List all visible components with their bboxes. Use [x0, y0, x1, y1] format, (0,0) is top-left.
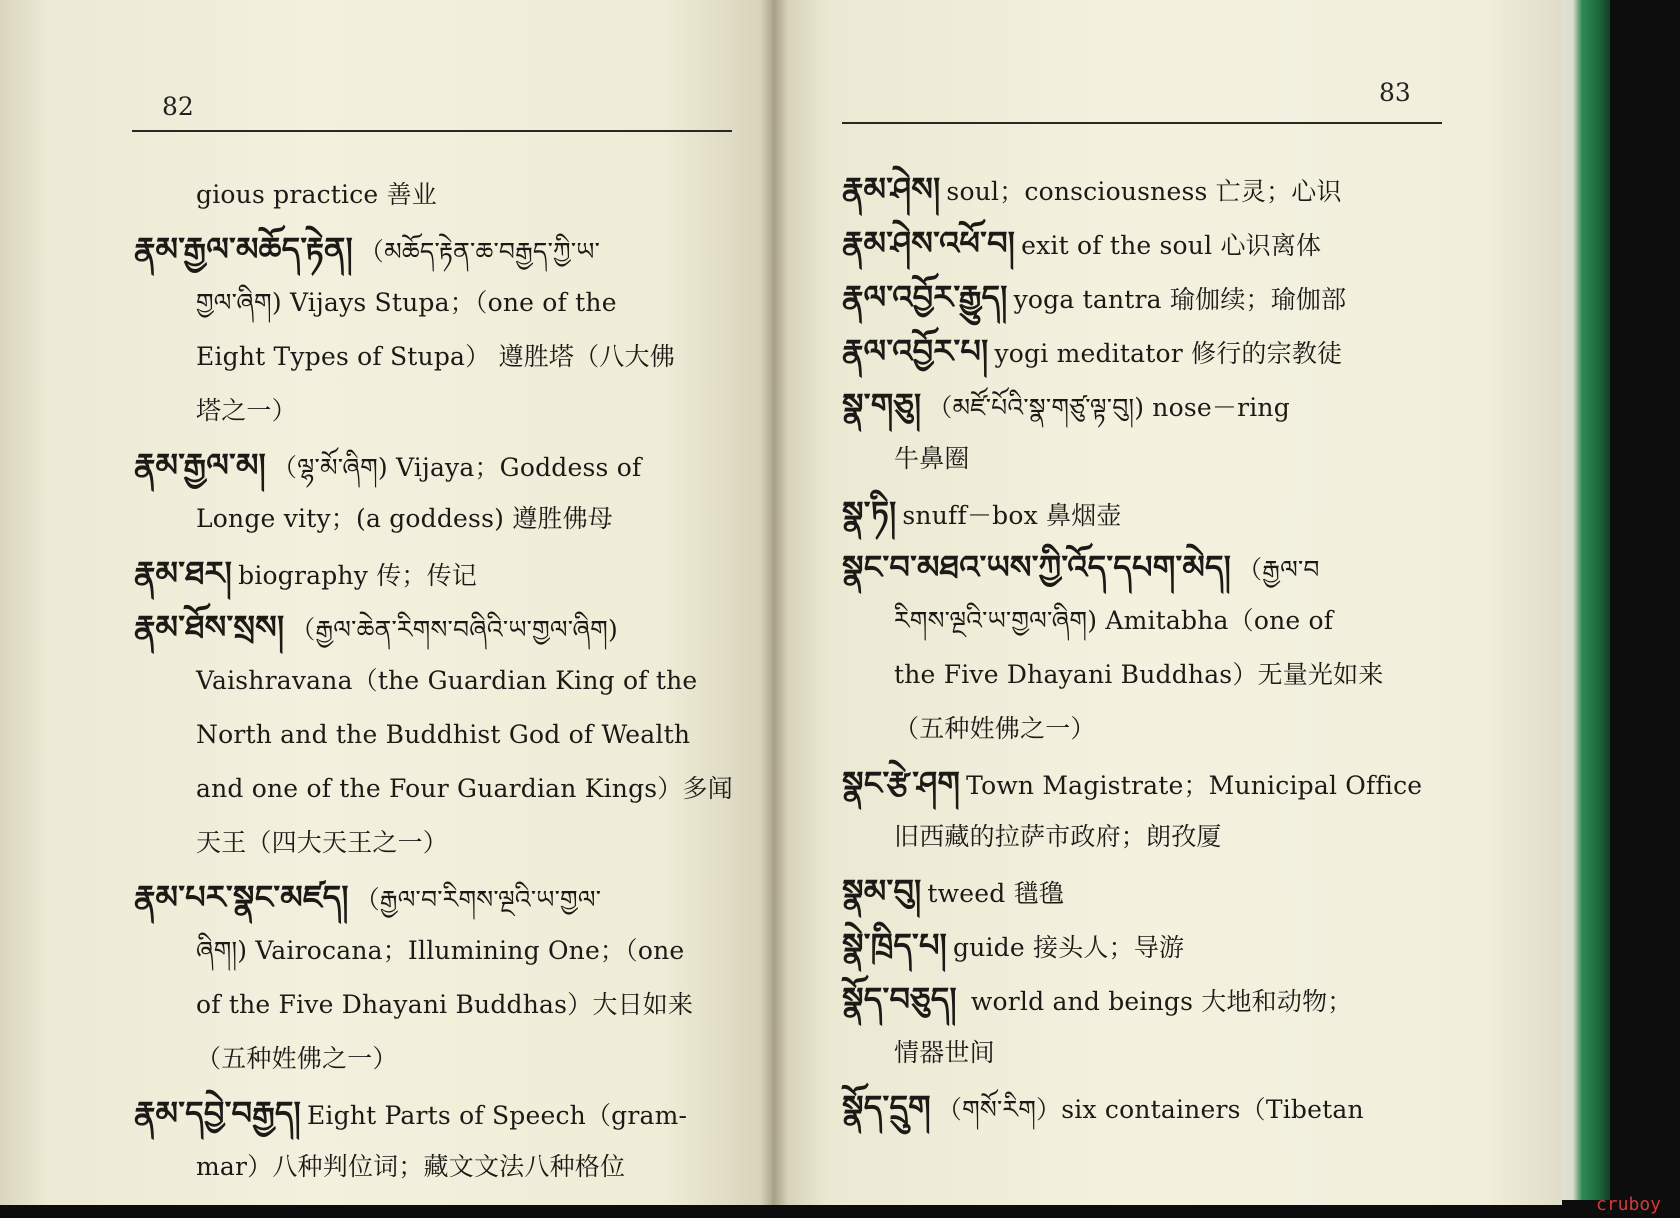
header-rule-right: [842, 122, 1442, 124]
dictionary-entry: [842, 216, 1422, 270]
page-number-left: 82: [162, 92, 194, 121]
tibetan-headword: སྣོད་བཅུད།: [842, 980, 957, 1018]
dictionary-entry: [134, 600, 733, 654]
entry-text: exit of the soul 心识离体: [1021, 231, 1322, 260]
page-number-right: 83: [1379, 78, 1411, 107]
dictionary-entry: [842, 864, 1422, 918]
dictionary-line: [134, 1140, 733, 1194]
dictionary-line: [134, 924, 733, 978]
line-text: 情器世间: [894, 1038, 995, 1067]
line-text: the Five Dhayani Buddhas）无量光如来: [894, 660, 1384, 689]
entry-text: snuff－box 鼻烟壶: [902, 501, 1122, 530]
tibetan-headword: རྣམ་ཤེས།: [842, 170, 941, 208]
entry-text: biography 传；传记: [238, 561, 477, 590]
tibetan-headword: རྣམ་རྒྱལ་མ།: [134, 446, 266, 484]
dictionary-line: [134, 168, 733, 222]
entry-text: tweed 氆氇: [927, 879, 1064, 908]
tibetan-headword: རྣམ་དབྱེ་བརྒྱད།: [134, 1094, 301, 1132]
line-text: and one of the Four Guardian Kings）多闻: [196, 774, 733, 803]
entry-text: yogi meditator 修行的宗教徒: [994, 339, 1343, 368]
entry-text: world and beings 大地和动物；: [962, 987, 1353, 1016]
dictionary-entry: [842, 918, 1422, 972]
line-text: North and the Buddhist God of Wealth: [196, 720, 691, 749]
entry-text: Eight Parts of Speech（gram-: [306, 1101, 688, 1130]
line-text: mar）八种判位词；藏文文法八种格位: [196, 1152, 626, 1181]
tibetan-headword: སྣང་རྩེ་ཤག: [842, 764, 961, 802]
dictionary-entry: [842, 270, 1422, 324]
line-text: རིགས་ལྔའི་ཡ་གྱལ་ཞིག) Amitabha（one of: [894, 606, 1334, 635]
tibetan-headword: རྣམ་ཐར།: [134, 554, 233, 592]
right-page: [772, 0, 1562, 1205]
tibetan-headword: སྣ་ཏི།: [842, 494, 897, 532]
book-gutter: [760, 0, 788, 1205]
entry-text: （རྒྱལ་བ: [1237, 555, 1320, 584]
tibetan-headword: རྣམ་ཐོས་སྲས།: [134, 608, 285, 646]
dictionary-line: [842, 702, 1422, 756]
dictionary-line: [842, 1026, 1422, 1080]
line-text: （五种姓佛之一）: [196, 1044, 398, 1073]
tibetan-headword: རྣམ་རྒྱལ་མཆོད་རྟེན།: [134, 230, 353, 268]
header-rule-left: [132, 130, 732, 132]
line-text: of the Five Dhayani Buddhas）大日如来: [196, 990, 694, 1019]
left-page: [0, 0, 780, 1205]
line-text: Eight Types of Stupa） 遵胜塔（八大佛: [196, 342, 675, 371]
watermark: cruboy: [1596, 1194, 1662, 1215]
line-text: Longe vity；(a goddess) 遵胜佛母: [196, 504, 614, 533]
dictionary-entry: [842, 972, 1422, 1026]
line-text: 塔之一）: [196, 396, 297, 425]
line-text: ཞིག།) Vairocana；Illumining One；（one: [196, 936, 685, 965]
line-text: གྱལ་ཞིག) Vijays Stupa；（one of the: [196, 288, 617, 317]
line-text: （五种姓佛之一）: [894, 714, 1096, 743]
entry-text: （མཆོད་རྟེན་ཆ་བརྒྱད་ཀྱི་ཡ་: [358, 237, 601, 266]
dictionary-entry: [134, 546, 733, 600]
dictionary-entry: [134, 870, 733, 924]
line-text: gious practice 善业: [196, 180, 437, 209]
dictionary-line: [842, 648, 1422, 702]
entry-text: （མཛོ་པོའི་སྣ་གཙུ་ལྟ་བུ།) nose－ring: [927, 393, 1290, 422]
dictionary-line: [134, 330, 733, 384]
entry-text: （རྒྱལ་ཆེན་རིགས་བཞིའི་ཡ་གྱལ་ཞིག): [290, 615, 618, 644]
dictionary-entry: [842, 324, 1422, 378]
entry-text: Town Magistrate；Municipal Office: [966, 771, 1423, 800]
tibetan-headword: རྣམ་ཤེས་འཕོ་བ།: [842, 224, 1016, 262]
dictionary-entry: [134, 1086, 733, 1140]
line-text: Vaishravana（the Guardian King of the: [196, 666, 698, 695]
dictionary-line: [134, 978, 733, 1032]
dictionary-line: [134, 654, 733, 708]
dictionary-line: [134, 816, 733, 870]
tibetan-headword: རྣལ་འབྱོར་རྒྱུད།: [842, 278, 1008, 316]
dictionary-line: [134, 762, 733, 816]
entry-text: soul；consciousness 亡灵；心识: [946, 177, 1342, 206]
dictionary-line: [134, 276, 733, 330]
tibetan-headword: སྣ་གཅུ།: [842, 386, 922, 424]
entry-text: yoga tantra 瑜伽续；瑜伽部: [1013, 285, 1347, 314]
dictionary-line: [134, 384, 733, 438]
entry-text: （རྒྱལ་བ་རིགས་ལྔའི་ཡ་གྱལ་: [354, 885, 602, 914]
entry-text: guide 接头人；导游: [952, 933, 1185, 962]
entry-text: （གསོ་རིག）six containers（Tibetan: [936, 1095, 1364, 1124]
tibetan-headword: སྣོད་དྲུག: [842, 1088, 931, 1126]
tibetan-headword: སྣེ་ཁྲིད་པ།: [842, 926, 947, 964]
dictionary-line: [842, 432, 1422, 486]
dictionary-line: [134, 492, 733, 546]
dictionary-entry: [134, 438, 733, 492]
entry-text: （ལྷ་མོ་ཞིག) Vijaya；Goddess of: [271, 453, 642, 482]
dictionary-entry: [842, 378, 1422, 432]
dictionary-entry: [134, 222, 733, 276]
line-text: 天王（四大天王之一）: [196, 828, 449, 857]
dictionary-entry: [842, 162, 1422, 216]
dictionary-entry: [842, 1080, 1422, 1134]
dictionary-line: [842, 594, 1422, 648]
line-text: 牛鼻圈: [894, 444, 970, 473]
right-entries: [842, 162, 1422, 1134]
line-text: 旧西藏的拉萨市政府；朗孜厦: [894, 822, 1222, 851]
tibetan-headword: སྣམ་བུ།: [842, 872, 922, 910]
dictionary-line: [842, 810, 1422, 864]
left-entries: [134, 168, 733, 1194]
dictionary-entry: [842, 756, 1422, 810]
dictionary-entry: [842, 486, 1422, 540]
tibetan-headword: སྣང་བ་མཐའ་ཡས་ཀྱི་འོད་དཔག་མེད།: [842, 548, 1232, 586]
tibetan-headword: རྣལ་འབྱོར་པ།: [842, 332, 989, 370]
dictionary-line: [134, 708, 733, 762]
tibetan-headword: རྣམ་པར་སྣང་མཛད།: [134, 878, 349, 916]
dictionary-line: [134, 1032, 733, 1086]
dictionary-entry: [842, 540, 1422, 594]
